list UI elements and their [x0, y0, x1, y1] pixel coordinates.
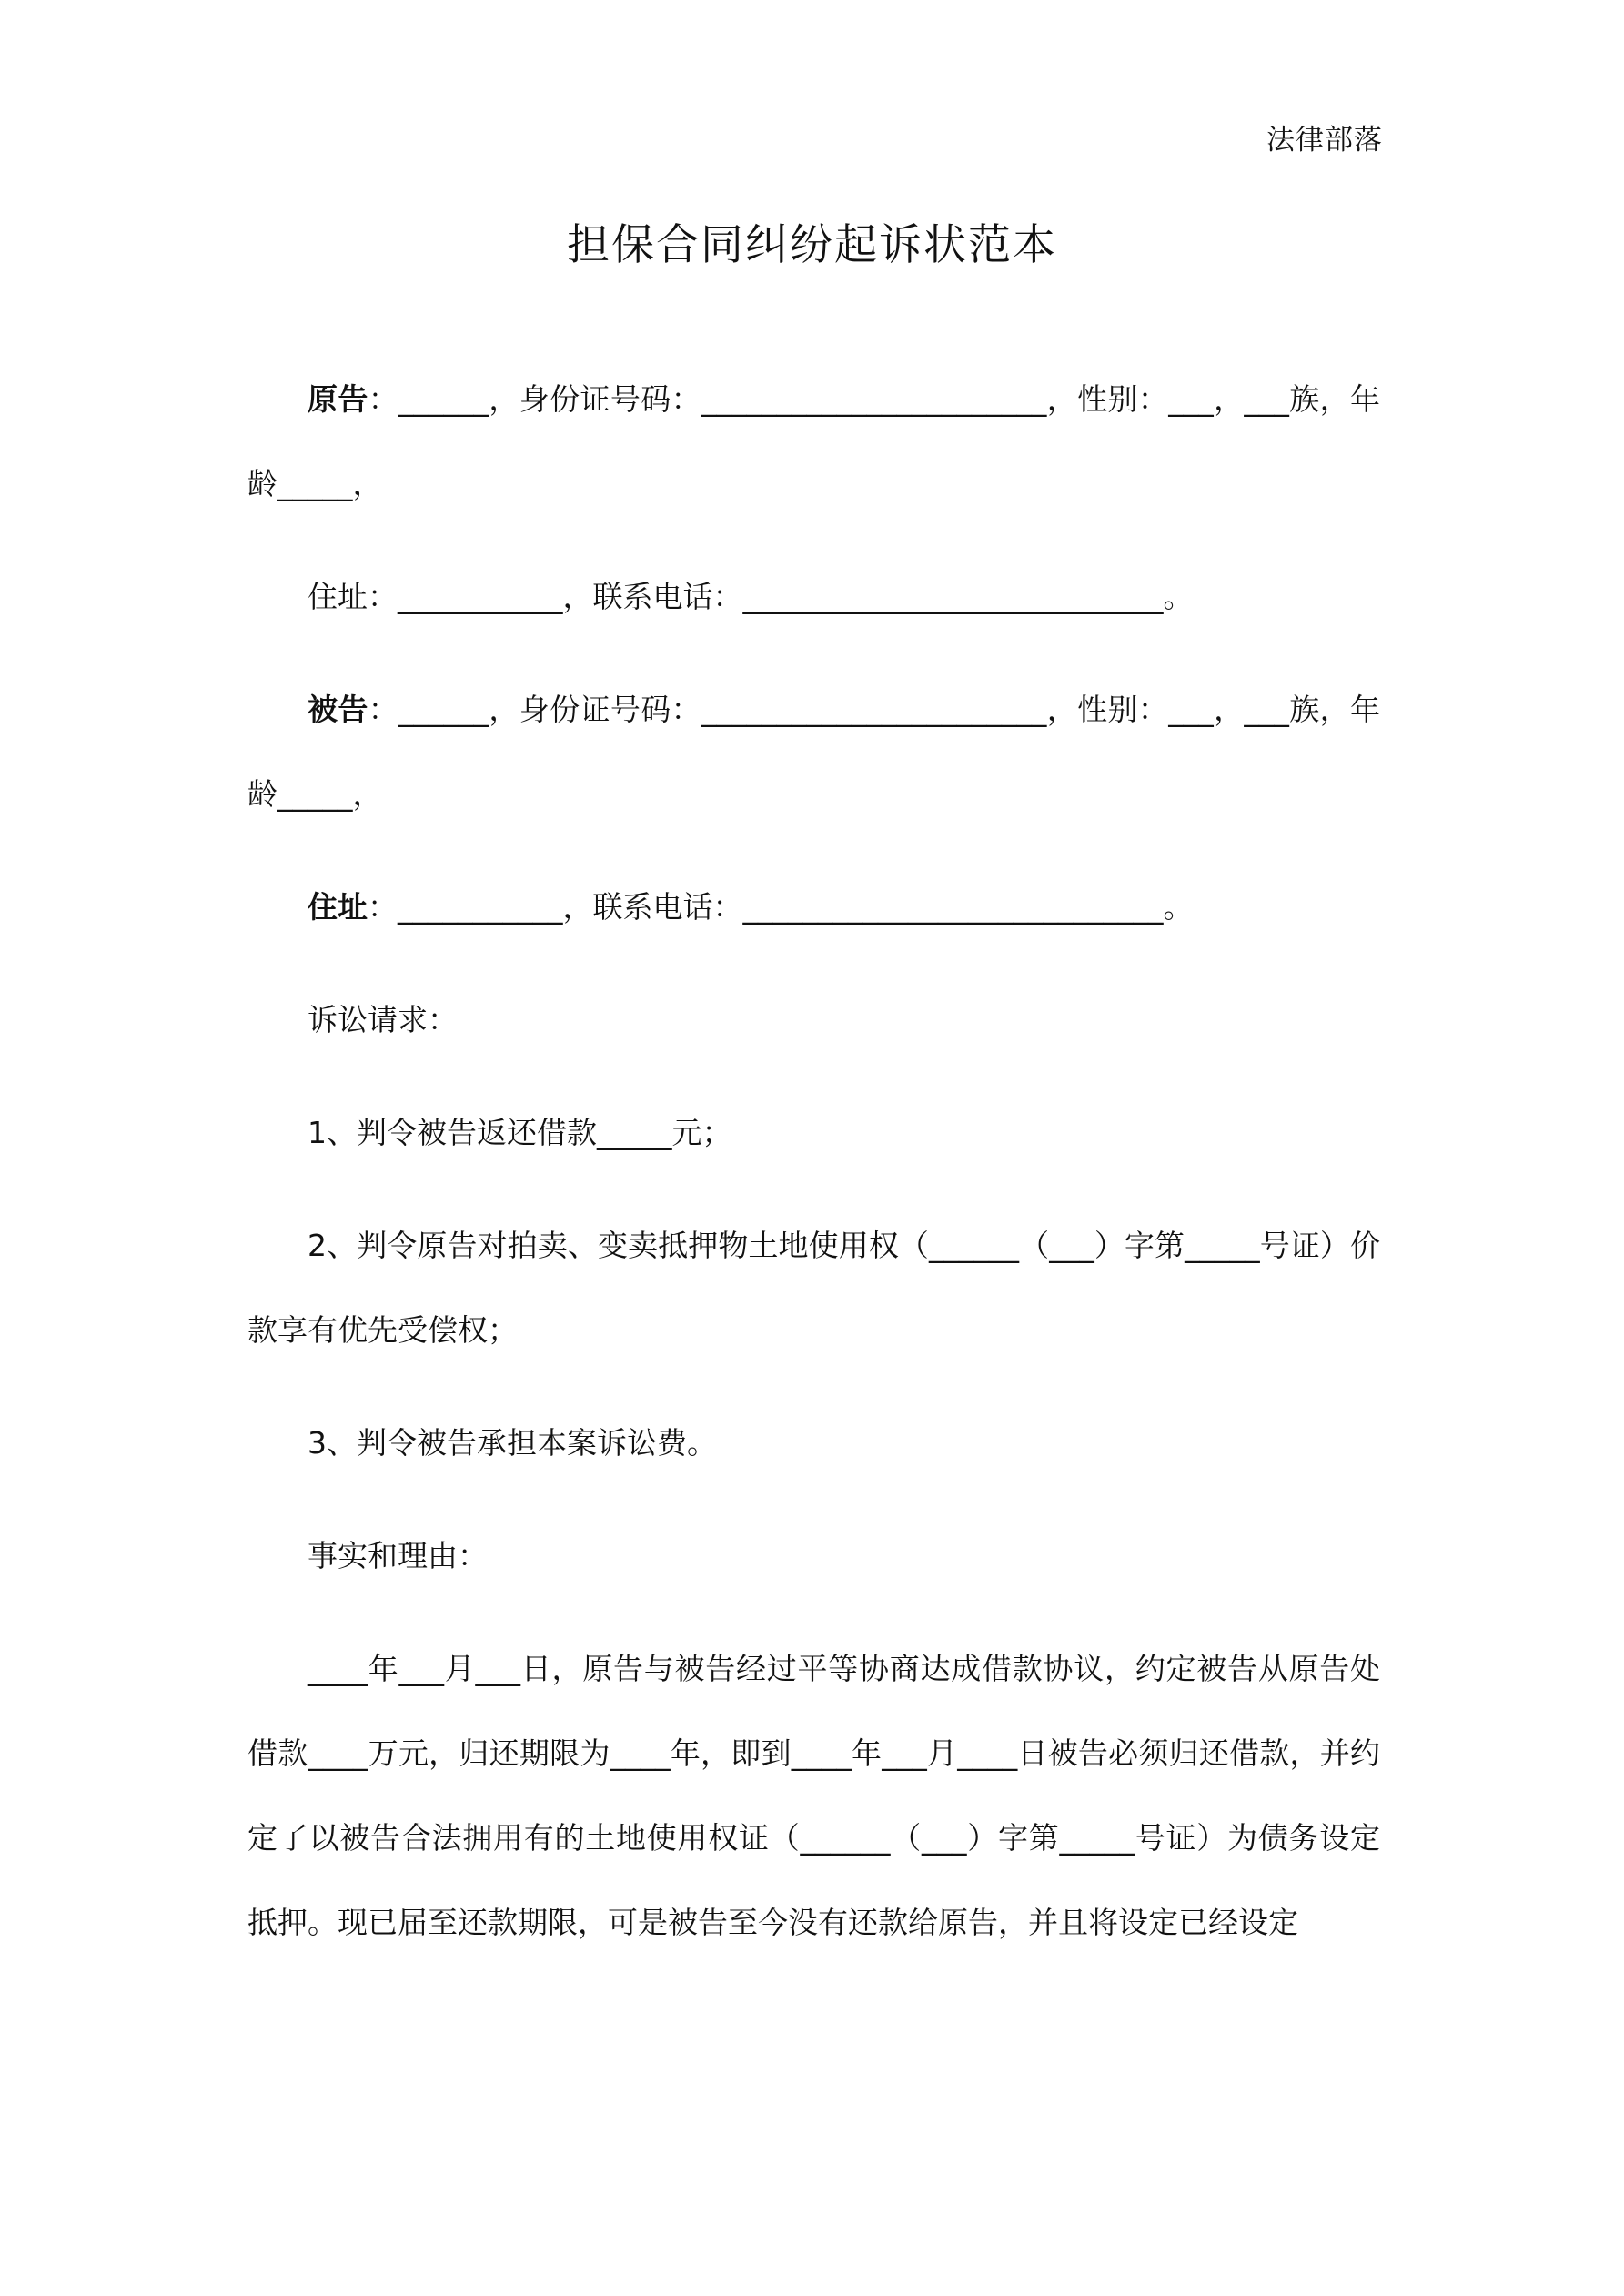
header-note: 法律部落 — [1266, 124, 1383, 157]
document-title: 担保合同纠纷起诉状范本 — [567, 220, 1057, 270]
facts-paragraph: ____年___月___日，原告与被告经过平等协商达成借款协议，约定被告从原告处借款____万元，归还期限为____年，即到____年___月____日被告必须归还借款，并约定了以被告合法拥用有的土地使用权证（______（___）字第_____号证）为债务设定抵押。现已届至还款期限，可是被告至今没有还款给原告，并且将设定已经设定 — [247, 1651, 1380, 1940]
paragraph-plaintiff — [247, 357, 1380, 526]
defendant-address-label: 住址 — [308, 889, 368, 925]
claim-item-3: 3、判令被告承担本案诉讼费。 — [308, 1425, 717, 1461]
defendant-fields: ：______，身份证号码：_______________________，性别：___，___族，年龄_____， — [247, 692, 1381, 812]
section-heading-facts: 事实和理由： — [308, 1538, 488, 1573]
paragraph-plaintiff-address — [247, 554, 1380, 639]
paragraph-defendant-address — [247, 865, 1380, 949]
defendant-address-fields: ：___________，联系电话：____________________________。 — [368, 889, 1194, 925]
plaintiff-label: 原告 — [308, 381, 368, 417]
plaintiff-address-label: 住址 — [308, 579, 368, 614]
section-heading-claims: 诉讼请求： — [308, 1002, 458, 1037]
plaintiff-fields: ：______，身份证号码：_______________________，性别：___，___族，年龄_____， — [247, 381, 1381, 501]
defendant-label: 被告 — [308, 692, 368, 727]
document-body — [247, 357, 1380, 1993]
claim-item-1: 1、判令被告返还借款_____元； — [308, 1115, 732, 1150]
claim-item-2: 2、判令原告对拍卖、变卖抵押物土地使用权（______（___）字第_____号证）价款享有优先受偿权； — [247, 1228, 1380, 1348]
plaintiff-address-fields: ：___________，联系电话：____________________________。 — [368, 579, 1194, 614]
paragraph-defendant — [247, 667, 1380, 836]
